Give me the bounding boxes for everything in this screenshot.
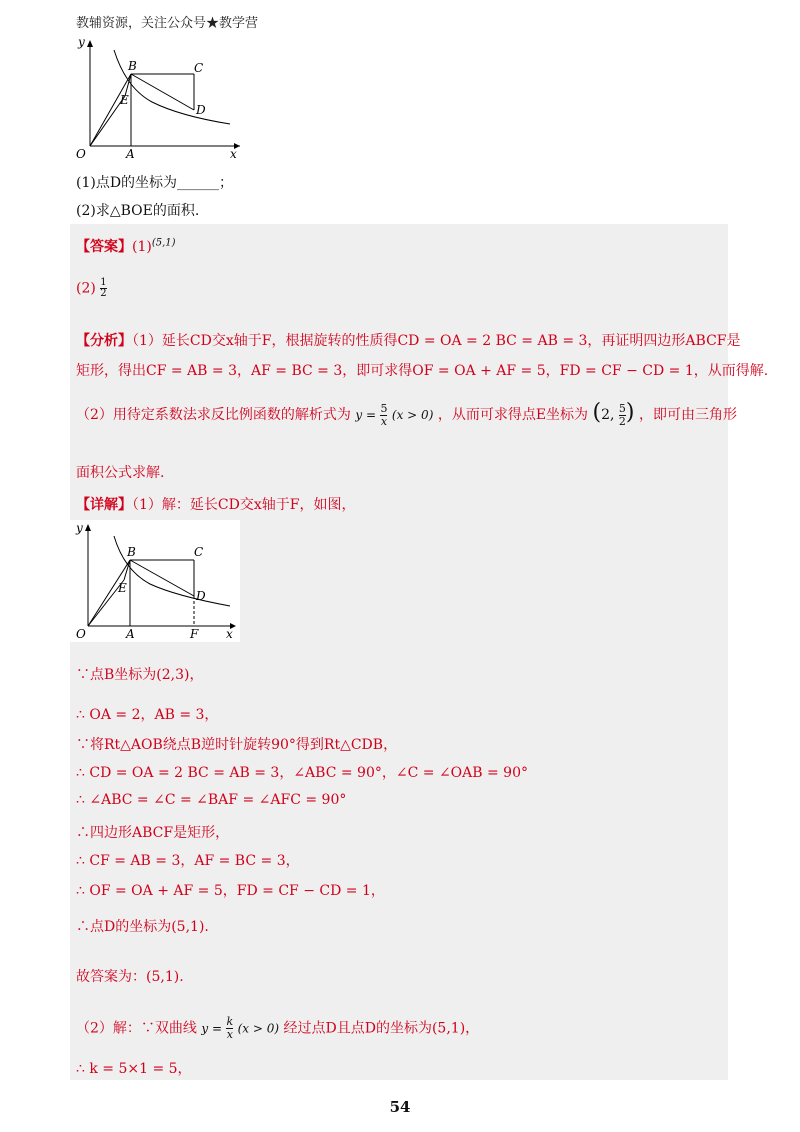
analysis-line-4: 面积公式求解. [76,465,165,481]
detail-step-1: ∵点B坐标为(2,3)， [76,667,204,683]
svg-text:C: C [194,545,204,559]
detail-part2-line-1: （2）解：∵双曲线 y = $\frac{k}{x}$ (x > 0) 经过点D且点D的坐标为(5,1)， [76,1015,480,1041]
question-2: (2)求△BOE的面积. [76,203,200,219]
detail-step-5: ∴ ∠ABC = ∠C = ∠BAF = ∠AFC = 90° [76,792,347,808]
detail-step-7: ∴ CF = AB = 3，AF = BC = 3， [76,853,300,869]
question-1: (1)点D的坐标为______； [76,175,234,191]
analysis-line-1: 【分析】（1）延长CD交x轴于F，根据旋转的性质得CD = OA = 2 BC = AB = 3，再证明四边形ABCF是 [76,333,741,349]
detail-step-4: ∴ CD = OA = 2 BC = AB = 3，∠ABC = 90°，∠C = ∠OAB = 90° [76,765,528,781]
svg-text:y: y [76,521,83,535]
answer-panel [70,224,728,1080]
detail-line-0: 【详解】（1）解：延长CD交x轴于F，如图， [76,497,356,513]
detail-step-8: ∴ OF = OA + AF = 5，FD = CF − CD = 1， [76,883,385,899]
answer-1-value: (5,1) [151,237,176,249]
answer-2-fraction: $\frac{1}{2}$ [100,277,107,299]
svg-text:E: E [118,581,127,595]
detail-step-9: ∴点D的坐标为(5,1). [76,919,209,935]
page-number: 54 [389,1098,411,1116]
label-A: A [126,147,135,160]
answer-line-1: 【答案】$(1)^{(5,1)}$ [76,237,176,255]
y-axis-arrow-icon [85,524,91,531]
svg-text:B: B [127,545,136,559]
label-C: C [194,61,204,75]
svg-text:O: O [76,627,86,641]
label-B: B [128,59,137,73]
detail-step-10: 故答案为：(5,1). [76,969,184,985]
answer-line-2: (2) $\frac{1}{2}$ [76,277,107,299]
svg-text:x: x [226,627,233,641]
page-header: 教辅资源，关注公众号★教学营 [76,16,259,31]
figure-graph-1 [70,36,250,160]
label-E: E [120,93,129,107]
y-axis-arrow-icon [87,40,93,47]
detail-tag: 【详解】 [76,497,132,513]
detail-step-2: ∴ OA = 2，AB = 3， [76,707,219,723]
analysis-line-3: （2）用待定系数法求反比例函数的解析式为 y = $\frac{5}{x}$ (x > 0) ，从而可求得点E坐标为 (2, $\frac{5}{2}$ ) ，即可由三角形 [76,400,737,428]
figure-graph-2 [70,520,240,642]
svg-text:D: D [196,589,206,603]
label-D: D [196,103,206,117]
label-y: y [78,36,85,49]
svg-text:F: F [190,627,199,641]
detail-step-6: ∴四边形ABCF是矩形， [76,825,230,841]
detail-step-3: ∵将Rt△AOB绕点B逆时针旋转90°得到Rt△CDB， [76,737,398,753]
detail-part2-line-2: ∴ k = 5×1 = 5， [76,1061,192,1077]
analysis-line-2: 矩形，得出CF = AB = 3，AF = BC = 3，即可求得OF = OA + AF = 5，FD = CF − CD = 1，从而得解. [76,363,769,379]
answer-tag: 【答案】 [76,239,132,255]
svg-text:A: A [126,627,135,641]
analysis-tag: 【分析】 [76,333,132,349]
label-x: x [230,147,237,160]
label-O: O [76,147,86,160]
